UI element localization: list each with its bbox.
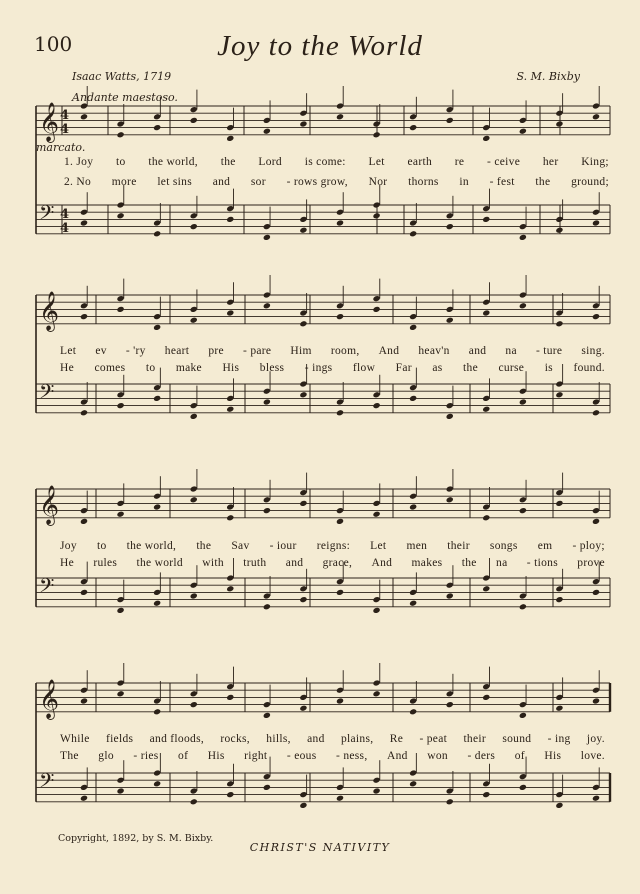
note-head [226, 135, 234, 142]
note-head [482, 216, 490, 223]
lyric-syllable: He [60, 557, 75, 569]
time-signature-bottom: 4 [60, 122, 70, 137]
lyric-syllable: 1. Joy [64, 156, 94, 168]
lyric-syllable: Lord [258, 156, 282, 168]
note-head [555, 596, 563, 603]
note-head [190, 701, 198, 708]
note-head [336, 113, 344, 120]
lyric-syllable: - ries [133, 750, 159, 762]
lyric-syllable: Re [389, 733, 404, 745]
lyric-syllable: - iour [269, 540, 297, 552]
note-head [446, 117, 454, 124]
note-head [373, 607, 381, 614]
lyric-syllable: and [212, 176, 231, 188]
composer-credit: S. M. Bixby [516, 70, 580, 83]
lyric-syllable: He [60, 362, 75, 374]
lyric-syllable: His [544, 750, 562, 762]
lyric-syllable: fields [105, 733, 134, 745]
lyric-syllable: - ings [304, 362, 333, 374]
note-head [80, 589, 88, 596]
lyric-syllable: - ture [535, 345, 563, 357]
bass-clef-icon: 𝄢 [39, 380, 55, 408]
time-signature-top: 4 [60, 108, 70, 123]
lyric-syllable: truth [243, 557, 267, 569]
lyric-syllable: heart [164, 345, 190, 357]
note-head [153, 503, 161, 510]
note-head [555, 802, 563, 809]
note-head [446, 496, 454, 503]
note-head [80, 409, 88, 416]
author-credit: Isaac Watts, 1719 [72, 70, 172, 83]
lyric-syllable: Let [370, 540, 387, 552]
lyric-syllable: won [427, 750, 448, 762]
note-head [519, 603, 527, 610]
lyric-syllable: na [505, 345, 517, 357]
lyric-syllable: of [178, 750, 189, 762]
note-head [336, 313, 344, 320]
lyric-syllable: their [447, 540, 470, 552]
note-head [592, 113, 600, 120]
note-head [336, 697, 344, 704]
note-head [373, 402, 381, 409]
note-head [190, 592, 198, 599]
note-head [555, 705, 563, 712]
note-head [226, 216, 234, 223]
note-head [117, 402, 125, 409]
note-head [482, 585, 490, 592]
lyric-syllable: Nor [368, 176, 388, 188]
note-head [519, 234, 527, 241]
lyric-syllable: found. [573, 362, 605, 374]
note-head [519, 507, 527, 514]
lyric-line-system-2-verse-1 [60, 345, 605, 357]
lyric-syllable: prove [577, 557, 605, 569]
note-head [482, 514, 490, 521]
lyric-syllable: Him [290, 345, 312, 357]
lyric-syllable: bless [259, 362, 285, 374]
note-head [592, 409, 600, 416]
lyric-syllable: room, [330, 345, 360, 357]
hymn-title: Joy to the World [217, 30, 423, 62]
note-head [263, 712, 271, 719]
note-head [263, 128, 271, 135]
lyric-syllable: makes [411, 557, 443, 569]
lyric-syllable: His [222, 362, 240, 374]
note-head [153, 230, 161, 237]
copyright-notice: Copyright, 1892, by S. M. Bixby. [58, 833, 214, 844]
treble-clef-icon: 𝄞 [39, 102, 60, 142]
lyric-syllable: in [459, 176, 469, 188]
lyric-syllable: flow [352, 362, 376, 374]
note-head [409, 124, 417, 131]
note-head [153, 124, 161, 131]
lyric-syllable: let sins [157, 176, 192, 188]
lyric-syllable: Sav [231, 540, 250, 552]
note-head [263, 507, 271, 514]
note-head [373, 306, 381, 313]
note-head [482, 791, 490, 798]
note-head [336, 518, 344, 525]
lyric-syllable: to [145, 362, 156, 374]
treble-clef-icon: 𝄞 [39, 679, 60, 719]
lyric-syllable: to [96, 540, 107, 552]
note-head [190, 317, 198, 324]
tempo-marking: Andante maestoso. [72, 91, 178, 104]
note-head [299, 500, 307, 507]
lyric-syllable: and [468, 345, 487, 357]
lyric-syllable: and floods, [149, 733, 205, 745]
lyric-syllable: - eous [286, 750, 317, 762]
note-head [117, 212, 125, 219]
note-head [592, 313, 600, 320]
note-head [555, 120, 563, 127]
note-head [299, 596, 307, 603]
note-head [117, 787, 125, 794]
lyric-syllable: heav'n [418, 345, 450, 357]
note-head [373, 511, 381, 518]
lyric-syllable: - 'ry [125, 345, 146, 357]
lyric-syllable: more [111, 176, 137, 188]
note-head [519, 398, 527, 405]
note-head [153, 600, 161, 607]
note-head [519, 784, 527, 791]
lyric-syllable: men [406, 540, 428, 552]
note-head [263, 784, 271, 791]
note-head [409, 600, 417, 607]
note-head [555, 500, 563, 507]
lyric-line-system-3-verse-1 [60, 540, 605, 552]
lyric-syllable: of [514, 750, 525, 762]
note-head [409, 780, 417, 787]
lyric-syllable: her [542, 156, 559, 168]
note-head [80, 219, 88, 226]
note-head [336, 795, 344, 802]
lyric-syllable: love. [580, 750, 605, 762]
note-head [117, 607, 125, 614]
lyric-line-system-1-verse-2 [64, 176, 609, 188]
note-head [446, 413, 454, 420]
note-head [226, 791, 234, 798]
time-signature-bottom: 4 [60, 221, 70, 236]
lyric-syllable: The [60, 750, 79, 762]
note-head [409, 230, 417, 237]
lyric-line-system-4-verse-2 [60, 750, 605, 762]
note-head [555, 227, 563, 234]
note-head [592, 795, 600, 802]
note-head [80, 113, 88, 120]
lyric-syllable: - fest [489, 176, 515, 188]
note-head [409, 324, 417, 331]
note-head [446, 798, 454, 805]
note-head [226, 585, 234, 592]
note-head [409, 395, 417, 402]
lyric-syllable: their [463, 733, 487, 745]
note-head [409, 708, 417, 715]
note-head [482, 135, 490, 142]
lyric-syllable: em [537, 540, 553, 552]
note-head [190, 223, 198, 230]
lyric-line-system-3-verse-2 [60, 557, 605, 569]
note-head [299, 120, 307, 127]
lyric-syllable: sound [502, 733, 532, 745]
lyric-syllable: ground; [571, 176, 609, 188]
lyric-syllable: And [371, 557, 393, 569]
lyric-syllable: His [207, 750, 225, 762]
lyric-syllable: the [535, 176, 551, 188]
lyric-line-system-4-verse-1 [60, 733, 605, 745]
lyric-syllable: And [387, 750, 408, 762]
lyric-syllable: thorns [408, 176, 439, 188]
treble-clef-icon: 𝄞 [39, 291, 60, 331]
lyric-syllable: - ing [547, 733, 571, 745]
note-head [592, 518, 600, 525]
note-head [153, 324, 161, 331]
lyric-syllable: And [378, 345, 400, 357]
lyric-syllable: and [307, 733, 325, 745]
note-head [153, 395, 161, 402]
note-head [519, 302, 527, 309]
lyric-syllable: the world, [126, 540, 177, 552]
note-head [592, 589, 600, 596]
lyric-syllable: joy. [586, 733, 605, 745]
note-head [80, 518, 88, 525]
lyric-syllable: - pare [243, 345, 272, 357]
lyric-syllable: - peat [419, 733, 448, 745]
note-head [409, 503, 417, 510]
bass-clef-icon: 𝄢 [39, 769, 55, 797]
lyric-syllable: grace, [322, 557, 353, 569]
lyric-syllable: is come: [304, 156, 346, 168]
note-head [117, 511, 125, 518]
note-head [299, 705, 307, 712]
lyric-syllable: - ders [467, 750, 496, 762]
note-head [226, 309, 234, 316]
note-head [519, 712, 527, 719]
bass-clef-icon: 𝄢 [39, 201, 55, 229]
note-head [117, 690, 125, 697]
note-head [263, 302, 271, 309]
lyric-syllable: the world, [148, 156, 198, 168]
lyric-syllable: pre [208, 345, 224, 357]
note-head [555, 391, 563, 398]
time-signature-top: 4 [60, 207, 70, 222]
lyric-syllable: as [432, 362, 443, 374]
note-head [336, 409, 344, 416]
page-number: 100 [34, 32, 73, 56]
note-head [226, 694, 234, 701]
note-head [299, 802, 307, 809]
note-head [263, 603, 271, 610]
hymn-topic: CHRIST'S NATIVITY [249, 841, 391, 854]
note-head [226, 514, 234, 521]
lyric-syllable: reigns: [316, 540, 351, 552]
lyric-syllable: - ploy; [572, 540, 605, 552]
dynamic-marking: marcato. [36, 141, 86, 154]
note-head [80, 697, 88, 704]
note-head [336, 219, 344, 226]
lyric-syllable: hills, [266, 733, 291, 745]
lyric-syllable: - ceive [487, 156, 521, 168]
lyric-syllable: the [463, 362, 478, 374]
lyric-syllable: King; [581, 156, 609, 168]
bass-clef-icon: 𝄢 [39, 574, 55, 602]
lyric-syllable: 2. No [64, 176, 92, 188]
note-head [519, 128, 527, 135]
note-head [190, 413, 198, 420]
lyric-syllable: Let [60, 345, 77, 357]
note-head [80, 795, 88, 802]
note-head [592, 219, 600, 226]
note-head [226, 406, 234, 413]
note-head [373, 690, 381, 697]
lyric-syllable: plains, [340, 733, 374, 745]
note-head [299, 320, 307, 327]
note-head [263, 234, 271, 241]
lyric-syllable: - ness, [336, 750, 368, 762]
lyric-syllable: the [461, 557, 477, 569]
lyric-syllable: re [454, 156, 465, 168]
lyric-syllable: the [196, 540, 212, 552]
lyric-syllable: the world [136, 557, 183, 569]
note-head [190, 798, 198, 805]
note-head [446, 223, 454, 230]
note-head [373, 212, 381, 219]
lyric-syllable: songs [489, 540, 518, 552]
lyric-syllable: ev [95, 345, 107, 357]
lyric-syllable: curse [498, 362, 525, 374]
lyric-syllable: the [220, 156, 236, 168]
note-head [153, 780, 161, 787]
lyric-syllable: make [175, 362, 202, 374]
note-head [263, 398, 271, 405]
note-head [446, 317, 454, 324]
lyric-syllable: is [544, 362, 553, 374]
note-head [482, 694, 490, 701]
note-head [592, 697, 600, 704]
note-head [373, 131, 381, 138]
lyric-syllable: comes [94, 362, 126, 374]
lyric-syllable: While [60, 733, 90, 745]
note-head [299, 391, 307, 398]
lyric-syllable: na [496, 557, 508, 569]
lyric-syllable: sing. [581, 345, 605, 357]
note-head [299, 227, 307, 234]
lyric-syllable: rules [93, 557, 118, 569]
lyric-syllable: Far [395, 362, 412, 374]
lyric-syllable: - rows grow, [286, 176, 348, 188]
lyric-syllable: with [202, 557, 224, 569]
note-head [482, 309, 490, 316]
note-head [336, 589, 344, 596]
lyric-syllable: right [244, 750, 268, 762]
note-head [190, 117, 198, 124]
note-head [117, 131, 125, 138]
note-head [80, 313, 88, 320]
lyric-syllable: sor [250, 176, 266, 188]
lyric-syllable: and [285, 557, 304, 569]
lyric-line-system-2-verse-2 [60, 362, 605, 374]
lyric-syllable: to [116, 156, 126, 168]
lyric-line-system-1-verse-1 [64, 156, 609, 168]
note-head [190, 496, 198, 503]
note-head [153, 708, 161, 715]
note-head [446, 592, 454, 599]
lyric-syllable: rocks, [220, 733, 250, 745]
note-head [482, 406, 490, 413]
treble-clef-icon: 𝄞 [39, 485, 60, 525]
lyric-syllable: glo [98, 750, 114, 762]
lyric-syllable: Let [368, 156, 385, 168]
note-head [555, 320, 563, 327]
lyric-syllable: - tions [526, 557, 558, 569]
note-head [446, 701, 454, 708]
lyric-syllable: earth [407, 156, 432, 168]
lyric-syllable: Joy [60, 540, 77, 552]
note-head [117, 306, 125, 313]
note-head [373, 787, 381, 794]
